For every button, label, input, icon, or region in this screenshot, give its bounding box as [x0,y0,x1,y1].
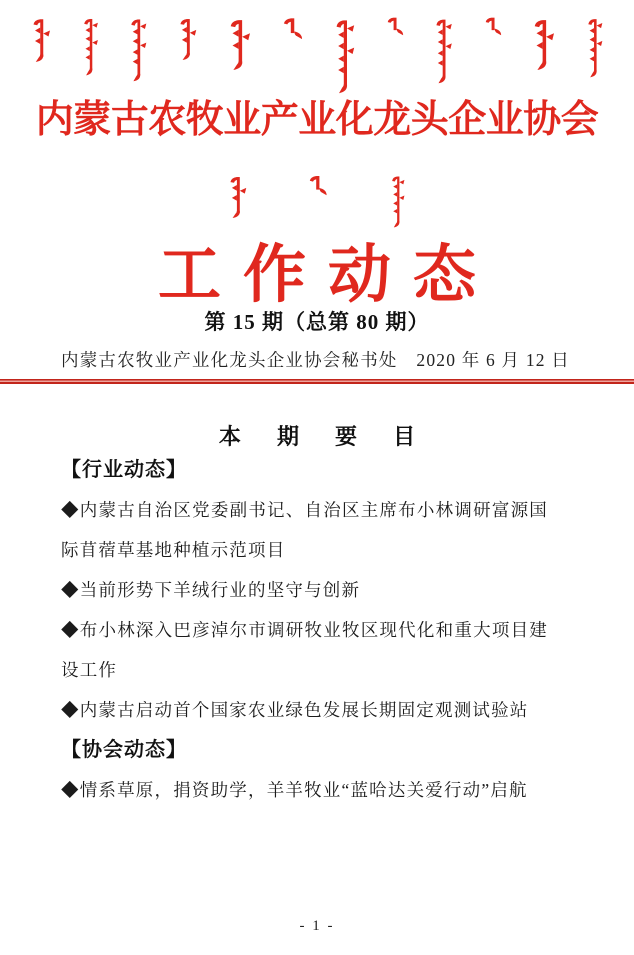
bulletin-title: 工作动态 [158,240,498,310]
mongolian-word-glyph [179,14,198,60]
toc-item: ◆情系草原，捐资助学，羊羊牧业“蓝哈达关爱行动”启航 [61,780,528,800]
mongolian-word-glyph [485,14,503,36]
mongolian-word-glyph [32,14,52,62]
issue-number: 第 15 期（总第 80 期） [204,310,430,334]
toc-item: ◆内蒙古自治区党委副书记、自治区主席布小林调研富源国际苜蓿草基地种植示范项目 [61,500,548,560]
mongolian-word-glyph [130,14,148,82]
mongolian-word-glyph [229,14,252,70]
publisher-name: 内蒙古农牧业产业化龙头企业协会秘书处 [61,350,398,370]
mongolian-word-glyph [283,14,304,40]
page-number: - 1 - [299,918,335,934]
publish-date: 2020 年 6 月 12 日 [416,350,570,370]
toc-heading: 本 期 要 目 [218,424,431,449]
red-divider-rule [0,379,634,384]
mongolian-word-glyph [83,14,99,76]
mongolian-word-glyph [229,172,248,218]
toc-section-header: 【协会动态】 [61,739,187,761]
mongolian-word-glyph [587,14,604,78]
organization-title: 内蒙古农牧业产业化龙头企业协会 [35,99,599,141]
toc-item: ◆布小林深入巴彦淖尔市调研牧业牧区现代化和重大项目建设工作 [61,620,548,680]
toc-section-header: 【行业动态】 [61,459,187,481]
toc-item: ◆内蒙古启动首个国家农业绿色发展长期固定观测试验站 [61,700,529,720]
mongolian-word-glyph [533,14,556,70]
mongolian-word-glyph [309,172,328,196]
mongolian-word-glyph [335,14,356,94]
toc-item: ◆当前形势下羊绒行业的坚守与创新 [61,580,361,600]
mongolian-word-glyph [391,172,406,228]
mongolian-word-glyph [435,14,453,84]
toc-body [61,450,548,810]
publisher-row [0,347,634,372]
mongolian-word-glyph [387,14,405,36]
